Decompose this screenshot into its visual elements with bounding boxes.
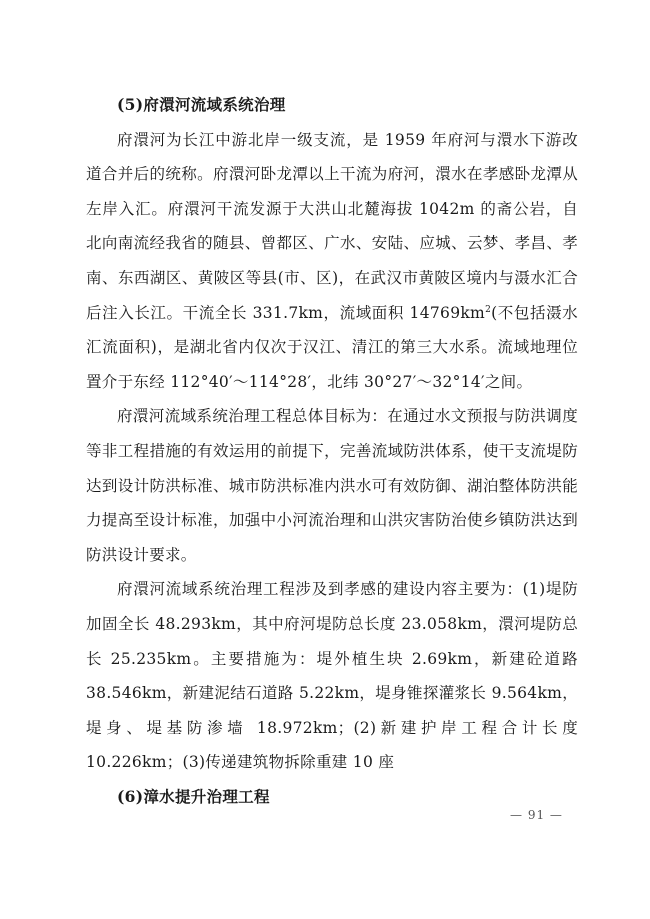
- section-heading-6: (6)漳水提升治理工程: [117, 786, 270, 806]
- superscript-2: 2: [485, 304, 492, 315]
- paragraph-basin-overview-part-a: 府澴河为长江中游北岸一级支流，是 1959 年府河与澴水下游改道合并后的统称。府澴河卧龙潭以上干流为府河，澴水在孝感卧龙潭从左岸入汇。府澴河干流发源于大洪山北麓海拔 1042m 的斋公岩，自北向南流经我省的随县、曾都区、广水、安陆、应城、云梦、孝昌、孝南、东西湖区、黄陂区等县(市、区)，在武汉市黄陂区境内与滠水汇合后注入长江。干流全长 331.7km，流域面积 14769km: [86, 130, 578, 322]
- section-heading-5: (5)府澴河流域系统治理: [117, 95, 286, 114]
- page-number: — 91 —: [510, 808, 563, 822]
- paragraph-basin-overview: [86, 123, 578, 400]
- body-text: [86, 88, 578, 814]
- paragraph-xiaogan-content: 府澴河流域系统治理工程涉及到孝感的建设内容主要为：(1)堤防加固全长 48.293km，其中府河堤防总长度 23.058km，澴河堤防总长 25.235km。主要措施为：堤外植生块 2.69km，新建砼道路 38.546km，新建泥结石道路 5.22km，堤身锥探灌浆长 9.564km，堤身、堤基防渗墙 18.972km；(2)新建护岸工程合计长度 10.226km；(3)传递建筑物拆除重建 10 座: [86, 580, 578, 772]
- paragraph-basin-overview-part-b: (不包括滠水汇流面积)，是湖北省内仅次于汉江、清江的第三大水系。流域地理位置介于东经 112°40′～114°28′，北纬 30°27′～32°14′之间。: [86, 303, 578, 391]
- paragraph-overall-goal: 府澴河流域系统治理工程总体目标为：在通过水文预报与防洪调度等非工程措施的有效运用的前提下，完善流域防洪体系，使干支流堤防达到设计防洪标准、城市防洪标准内洪水可有效防御、湖泊整体防洪能力提高至设计标准，加强中小河流治理和山洪灾害防治使乡镇防洪达到防洪设计要求。: [86, 407, 578, 564]
